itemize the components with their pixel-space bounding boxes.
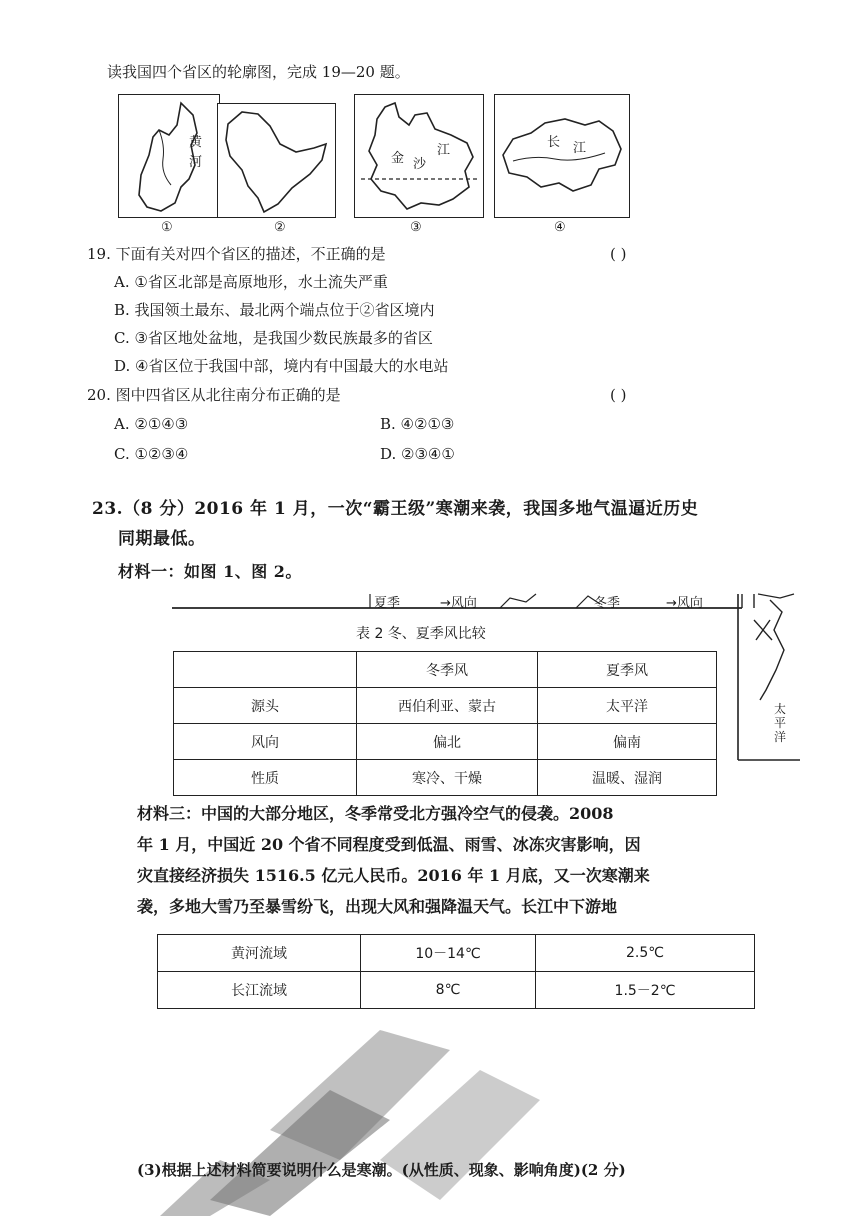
table-row (158, 972, 755, 1009)
river-label-jinshajiang-3: 江 (437, 143, 451, 158)
pacific-char-1: 太 (774, 702, 787, 716)
map-outline-4 (495, 95, 629, 217)
map-label-1: ① (161, 220, 173, 235)
map-outline-2 (218, 104, 335, 217)
q19-option-c: C. ③省区地处盆地，是我国少数民族最多的省区 (114, 329, 433, 347)
river-label-jinshajiang-1: 金 (391, 151, 405, 166)
table-cell: 偏北 (357, 724, 538, 760)
map-label-4: ④ (554, 220, 566, 235)
map-province-1 (118, 94, 220, 218)
table-cell: 8℃ (361, 972, 536, 1009)
pacific-char-2: 平 (774, 716, 787, 730)
material-1-label: 材料一：如图 1、图 2。 (118, 562, 302, 581)
q19-option-b: B. 我国领土最东、最北两个端点位于②省区境内 (114, 301, 435, 319)
winter-wind-arrow: →风向 (666, 596, 703, 611)
temperature-table (157, 934, 755, 1009)
table-cell: 温暖、湿润 (538, 760, 717, 796)
q20-option-a: A. ②①④③ (114, 415, 189, 433)
q19-option-a: A. ①省区北部是高原地形，水土流失严重 (114, 273, 388, 291)
table-cell: 偏南 (538, 724, 717, 760)
material-3-line-3: 灾直接经济损失 1516.5 亿元人民币。2016 年 1 月底，又一次寒潮来 (137, 866, 650, 885)
table-cell: 太平洋 (538, 688, 717, 724)
q20-option-c: C. ①②③④ (114, 445, 189, 463)
q20-option-b: B. ④②①③ (380, 415, 455, 433)
summer-wind-arrow: →风向 (440, 596, 477, 611)
sub-question-3: (3)根据上述材料简要说明什么是寒潮。(从性质、现象、影响角度)(2 分) (137, 1161, 626, 1179)
table-cell: 夏季风 (538, 652, 717, 688)
q23-line-2: 同期最低。 (118, 529, 206, 549)
table-row (174, 724, 717, 760)
monsoon-comparison-table (173, 651, 717, 796)
winter-label: 冬季 (594, 596, 621, 611)
material-3-line-1: 材料三：中国的大部分地区，冬季常受北方强冷空气的侵袭。2008 (137, 804, 614, 823)
table-cell (174, 652, 357, 688)
map-province-4 (494, 94, 630, 218)
pacific-label (774, 702, 786, 744)
table-cell: 黄河流域 (158, 935, 361, 972)
q20-option-d: D. ②③④① (380, 445, 455, 463)
table-cell: 10－14℃ (361, 935, 536, 972)
map-label-3: ③ (410, 220, 422, 235)
table-cell: 性质 (174, 760, 357, 796)
pacific-char-3: 洋 (774, 730, 787, 744)
table-row (174, 760, 717, 796)
table-cell: 寒冷、干燥 (357, 760, 538, 796)
material-3-line-4: 袭，多地大雪乃至暴雪纷飞，出现大风和强降温天气。长江中下游地 (137, 897, 618, 916)
river-label-changjiang-2: 江 (573, 141, 587, 156)
river-label-huanghe-1: 黄 (189, 135, 203, 150)
table-cell: 风向 (174, 724, 357, 760)
table-cell: 2.5℃ (536, 935, 755, 972)
map-province-3 (354, 94, 484, 218)
table-cell: 源头 (174, 688, 357, 724)
river-label-huanghe-2: 河 (189, 155, 203, 170)
q20-answer-paren: ( ) (610, 386, 627, 404)
q20-stem: 20. 图中四省区从北往南分布正确的是 (87, 386, 341, 404)
table2-caption: 表 2 冬、夏季风比较 (356, 626, 486, 642)
q23-line-1: 23.（8 分）2016 年 1 月，一次“霸王级”寒潮来袭，我国多地气温逼近历史 (92, 499, 699, 519)
q19-option-d: D. ④省区位于我国中部，境内有中国最大的水电站 (114, 357, 449, 375)
watermark-logo (150, 1010, 570, 1216)
table-row (174, 688, 717, 724)
table-row (174, 652, 717, 688)
table-row (158, 935, 755, 972)
river-label-jinshajiang-2: 沙 (413, 157, 427, 172)
q19-answer-paren: ( ) (610, 245, 627, 263)
table-cell: 长江流域 (158, 972, 361, 1009)
q19-stem: 19. 下面有关对四个省区的描述，不正确的是 (87, 245, 386, 263)
table-cell: 1.5－2℃ (536, 972, 755, 1009)
map-province-2 (217, 103, 336, 218)
summer-label: 夏季 (374, 596, 401, 611)
table-cell: 西伯利亚、蒙古 (357, 688, 538, 724)
map-outline-1 (119, 95, 219, 217)
river-label-changjiang-1: 长 (547, 135, 561, 150)
material-3-line-2: 年 1 月，中国近 20 个省不同程度受到低温、雨雪、冰冻灾害影响，因 (137, 835, 641, 854)
table-cell: 冬季风 (357, 652, 538, 688)
map-label-2: ② (274, 220, 286, 235)
map-intro: 读我国四个省区的轮廓图，完成 19—20 题。 (107, 63, 410, 81)
